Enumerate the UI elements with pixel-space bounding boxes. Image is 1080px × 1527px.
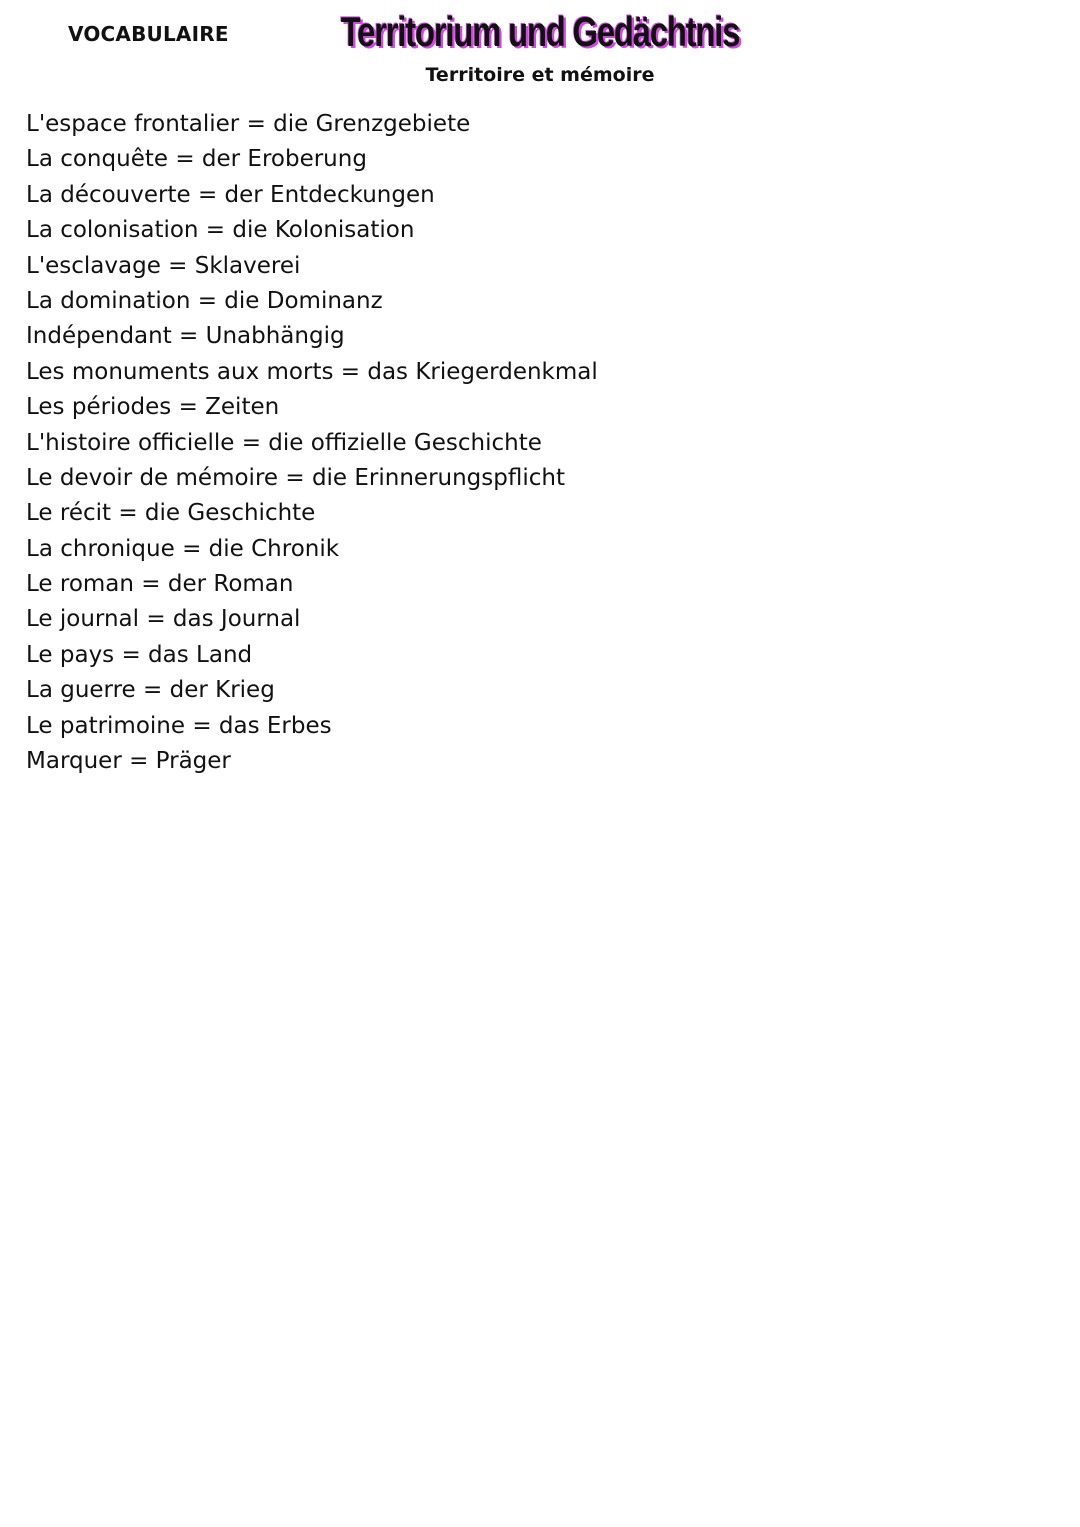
vocabulary-item: L'esclavage = Sklaverei bbox=[26, 252, 301, 279]
vocabulary-item: Le roman = der Roman bbox=[26, 571, 294, 598]
vocabulary-item: Les monuments aux morts = das Kriegerdenkmal bbox=[26, 358, 598, 385]
vocabulary-item: L'espace frontalier = die Grenzgebiete bbox=[26, 111, 471, 137]
vocabulary-item: Le devoir de mémoire = die Erinnerungspflicht bbox=[26, 464, 565, 491]
vocabulary-item: Le pays = das Land bbox=[26, 641, 253, 668]
vocabulary-label: VOCABULAIRE bbox=[68, 22, 229, 46]
vocabulary-list bbox=[26, 107, 598, 779]
vocabulary-item: La domination = die Dominanz bbox=[26, 287, 383, 314]
vocabulary-item: La chronique = die Chronik bbox=[26, 535, 340, 562]
vocabulary-item: Marquer = Präger bbox=[26, 748, 231, 775]
page-subtitle: Territoire et mémoire bbox=[425, 64, 655, 86]
vocabulary-item: La découverte = der Entdeckungen bbox=[26, 181, 435, 208]
vocabulary-item: La colonisation = die Kolonisation bbox=[26, 217, 415, 244]
vocabulary-item: La conquête = der Eroberung bbox=[26, 146, 367, 173]
vocabulary-item: Le journal = das Journal bbox=[26, 606, 301, 633]
vocabulary-item: L'histoire officielle = die offizielle Geschichte bbox=[26, 429, 542, 456]
vocabulary-item: Le récit = die Geschichte bbox=[26, 500, 316, 527]
page-title: Territorium und Gedächtnis bbox=[340, 8, 740, 55]
vocabulary-item: La guerre = der Krieg bbox=[26, 677, 275, 704]
vocabulary-item: Le patrimoine = das Erbes bbox=[26, 712, 332, 739]
vocabulary-item: Les périodes = Zeiten bbox=[26, 394, 280, 421]
vocabulary-item: Indépendant = Unabhängig bbox=[26, 323, 345, 350]
